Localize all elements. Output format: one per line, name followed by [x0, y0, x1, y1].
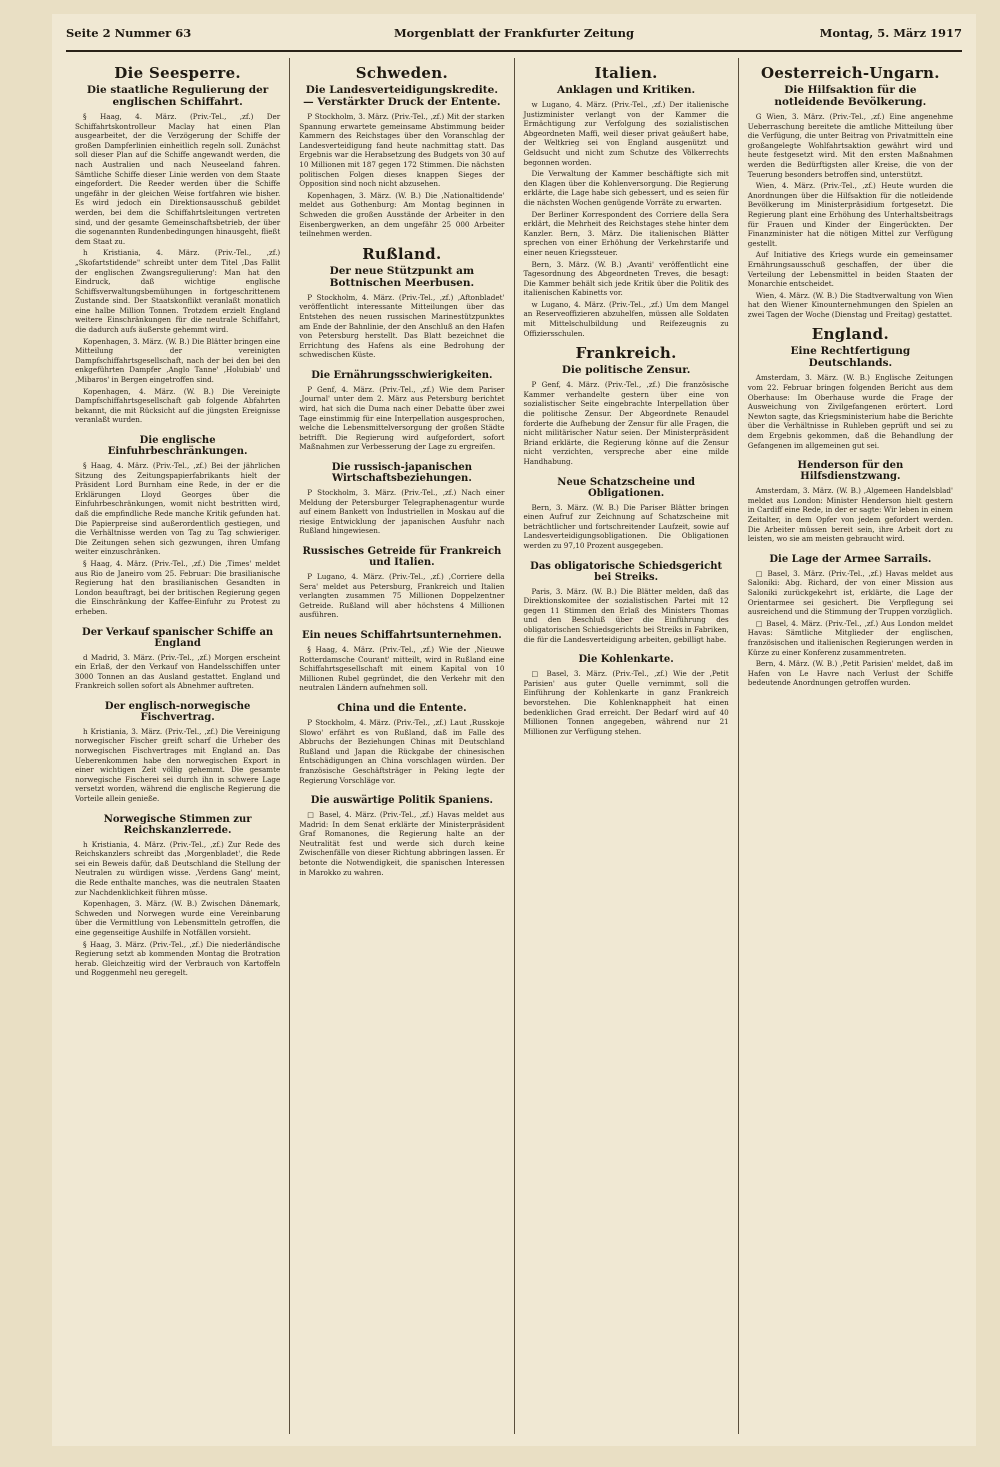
- masthead: [66, 22, 962, 52]
- article-paragraph: h Kristiania, 3. März. (Priv.-Tel., ‚zf.) Die Vereinigung norwegischer Fischer greift scharf die Urheber des norwegischen Fischvertrages mit England an. Das Ueberenkommen habe den norwegischen Export in einer wichtigen Zeit völlig gehemmt. Die gesamte norwegische Fischerei sei durch ihn in schwere Lage versetzt worden, während die englische Regierung die Vorteile allein genieße.: [75, 726, 281, 804]
- section-subtitle: Die Landesverteidigungskredite. — Verstärkter Druck der Entente.: [303, 84, 501, 108]
- section-title: Italien.: [594, 64, 658, 82]
- section-title: Rußland.: [362, 244, 442, 263]
- article-paragraph: § Haag, 4. März. (Priv.-Tel., ‚zf.) Der Schiffahrtskontrolleur Maclay hat einen Plan ausgearbeitet, der die Verzögerung der Schiffe der großen Dampferlinien einheitlich regeln soll. Zunächst soll dieser Plan auf die Schiffe angewandt werden, die nach Australien und nach Neuseeland fahren. Sämtliche Schiffe dieser Linie werden von dem Staate eingefordert. Die Reeder werden über die Schiffe ungefähr in der gleichen Weise fortfahren wie bisher. Es wird jedoch ein Direktionsausschuß gebildet werden, bei dem die Schiffahrtsleitungen vertreten sind, und der gesamte Gemeinschaftsbetrieb, der über die sogenannten Rundenbedingungen hinausgeht, fließt dem Staat zu.: [75, 112, 281, 246]
- column-3: [515, 58, 739, 1434]
- article-paragraph: □ Basel, 4. März. (Priv.-Tel., ‚zf.) Havas meldet aus Madrid: In dem Senat erklärte der Ministerpräsident Graf Romanones, die Regierung halte an der Neutralität fest und werde sich durch keine Zwischenfälle von dieser Richtung abbringen lassen. Er betonte die Notwendigkeit, die spanischen Interessen in Marokko zu wahren.: [299, 810, 505, 877]
- article-headline: Die russisch-japanischen Wirtschaftsbeziehungen.: [331, 462, 473, 485]
- article-headline: Die englische Einfuhrbeschränkungen.: [107, 435, 248, 457]
- article-headline: China und die Entente.: [337, 702, 467, 714]
- article-paragraph: Der Berliner Korrespondent des Corriere della Sera erklärt, die Mehrheit des Reichstages stehe hinter dem Kanzler. Bern, 3. März. Die italienischen Blätter sprechen von einer Erhöhung der Verkehrstarife und einer neuen Kriegssteuer.: [523, 209, 729, 257]
- section-subtitle: Anklagen und Kritiken.: [557, 84, 696, 96]
- page-number: Seite 2 Nummer 63: [66, 26, 192, 40]
- article-paragraph: Kopenhagen, 4. März. (W. B.) Die Vereinigte Dampfschiffahrtsgesellschaft gab folgende Abfahrten bekannt, die mit Rücksicht auf die jüngsten Ereignisse veranlaßt wurden.: [75, 386, 281, 425]
- article-paragraph: Die Verwaltung der Kammer beschäftigte sich mit den Klagen über die Kohlenversorgung. Die Regierung erklärte, die Lage habe sich gebessert, und es seien für die nächsten Wochen genügende Vorräte zu erwarten.: [523, 169, 729, 207]
- article-headline: Das obligatorische Schiedsgericht bei Streiks.: [530, 560, 723, 583]
- article-headline: Die Ernährungsschwierigkeiten.: [311, 369, 493, 381]
- article-headline: Henderson für den Hilfsdienstzwang.: [797, 460, 904, 483]
- article-paragraph: Paris, 3. März. (W. B.) Die Blätter melden, daß das Direktionskomitee der sozialistischen Partei mit 12 gegen 11 Stimmen den Erlaß des Ministers Thomas und den Beschluß über die Einführung des obligatorischen Schiedsgerichts bei Streiks in Fabriken, die für die Landesverteidigung arbeiten, gebilligt habe.: [523, 586, 729, 644]
- article-paragraph: Amsterdam, 3. März. (W. B.) ‚Algemeen Handelsblad' meldet aus London: Minister Henderson hielt gestern in Cardiff eine Rede, in der er sagte: Wir leben in einem Zeitalter, in dem Opfer von jedem gefordert werden. Die Arbeiter müssen bereit sein, ihre Arbeit dort zu leisten, wo sie am meisten gebraucht wird.: [747, 486, 953, 544]
- article-paragraph: h Kristiania, 4. März. (Priv.-Tel., ‚zf.) Zur Rede des Reichskanzlers schreibt das ‚Morgenbladet', die Rede sei ein Beweis dafür, daß Deutschland die Stellung der Neutralen zu würdigen wisse. ‚Verdens Gang' meint, die Rede enthalte manches, was die neutralen Staaten zur Nachdenklichkeit führen müsse.: [75, 839, 281, 897]
- article-paragraph: Auf Initiative des Kriegs wurde ein gemeinsamer Ernährungsausschuß geschaffen, der über die Verteilung der Lebensmittel in beiden Staaten der Monarchie entscheidet.: [747, 250, 953, 289]
- article-paragraph: P Stockholm, 3. März. (Priv.-Tel., ‚zf.) Mit der starken Spannung erwartete gemeinsame Abstimmung beider Kammern des Reichstages über den Voranschlag der Landesverteidigung fand heute nachmittag statt. Das Ergebnis war die Herabsetzung des Budgets von 30 auf 10 Millionen mit 187 gegen 172 Stimmen. Die nächsten politischen Folgen dieses knappen Sieges der Opposition sind noch nicht abzusehen.: [299, 112, 505, 189]
- section-title: Die Seesperre.: [114, 64, 241, 82]
- article-headline: Russisches Getreide für Frankreich und Italien.: [302, 546, 502, 568]
- article-paragraph: Kopenhagen, 3. März. (W. B.) Die Blätter bringen eine Mitteilung der vereinigten Dampfschiffahrtsgesellschaft, nach der bei den bei den enkgeführten Dampfer ‚Anglo Tanne' ‚Holubiab' und ‚Mibaros' in Bergen eingetroffen sind.: [75, 336, 281, 385]
- section-subtitle: Eine Rechtfertigung Deutschlands.: [790, 345, 911, 370]
- article-headline: Die Kohlenkarte.: [578, 654, 674, 666]
- column-2: [290, 58, 514, 1434]
- article-paragraph: § Haag, 3. März. (Priv.-Tel., ‚zf.) Die niederländische Regierung setzt ab kommenden Montag die Brotration herab. Gleichzeitig wird der Verbrauch von Kartoffeln und Roggenmehl neu geregelt.: [75, 939, 281, 978]
- section-title: Schweden.: [355, 64, 448, 82]
- columns: [66, 58, 962, 1434]
- article-paragraph: d Madrid, 3. März. (Priv.-Tel., ‚zf.) Morgen erscheint ein Erlaß, der den Verkauf von Handelsschiffen unter 3000 Tonnen an das Ausland gestattet. England und Frankreich sollen sofort als Abnehmer auftreten.: [75, 652, 281, 691]
- article-headline: Die Lage der Armee Sarrails.: [769, 553, 932, 565]
- article-paragraph: w Lugano, 4. März. (Priv.-Tel., ‚zf.) Um dem Mangel an Reserveoffizieren abzuhelfen, müssen alle Soldaten mit Mittelschulbildung und Reifezeugnis zu Offiziersschulen.: [523, 299, 729, 338]
- article-headline: Der englisch-norwegische Fischvertrag.: [104, 700, 251, 723]
- article-paragraph: P Lugano, 4. März. (Priv.-Tel., ‚zf.) ‚Corriere della Sera' meldet aus Petersburg, Frankreich und Italien verlangten zusammen 75 Millionen Doppelzentner Getreide. Rußland will aber höchstens 4 Millionen ausführen.: [299, 572, 505, 620]
- article-paragraph: G Wien, 3. März. (Priv.-Tel., ‚zf.) Eine angenehme Ueberraschung bereitete die amtliche Mitteilung über die Verfügung, die unter Beitrag von Privatmitteln eine großangelegte Wohlfahrtsaktion gewährt wird und heute festgesetzt wird. Mit den ersten Maßnahmen werden die Bedürftigsten aller Kreise, die von der Teuerung besonders betroffen sind, unterstützt.: [747, 112, 953, 179]
- article-paragraph: Bern, 4. März. (W. B.) ‚Petit Parisien' meldet, daß im Hafen von Le Havre nach Verlust der Schiffe bedeutende Anordnungen getroffen wurden.: [747, 659, 953, 688]
- article-paragraph: Bern, 3. März. (W. B.) Die Pariser Blätter bringen einen Aufruf zur Zeichnung auf Schatzscheine mit beträchtlicher und fortschreitender Laufzeit, sowie auf Landesverteidigungsobligationen. Die Obligationen werden zu 97,10 Prozent ausgegeben.: [523, 502, 729, 550]
- article-paragraph: □ Basel, 4. März. (Priv.-Tel., ‚zf.) Aus London meldet Havas: Sämtliche Mitglieder der englischen, französischen und italienischen Regierungen werden in Kürze zu einer Konferenz zusammentreten.: [747, 618, 953, 657]
- newspaper-title: Morgenblatt der Frankfurter Zeitung: [393, 26, 635, 40]
- section-subtitle: Die politische Zensur.: [561, 364, 691, 377]
- article-paragraph: § Haag, 4. März. (Priv.-Tel., ‚zf.) Wie der ‚Nieuwe Rotterdamsche Courant' mitteilt, wird in Rußland eine Schiffahrtsgesellschaft mit einem Kapital von 10 Millionen Rubel gegründet, die den Verkehr mit den neutralen Ländern aufnehmen soll.: [299, 644, 505, 693]
- section-subtitle: Die staatliche Regulierung der englischen Schiffahrt.: [86, 84, 269, 108]
- section-title: Frankreich.: [575, 344, 677, 363]
- article-headline: Der Verkauf spanischer Schiffe an England: [82, 626, 274, 649]
- article-paragraph: § Haag, 4. März. (Priv.-Tel., ‚zf.) Bei der jährlichen Sitzung des Zeitungspapierfabrikants hielt der Präsident Lord Burnham eine Rede, in der er die Erklärungen Lloyd Georges über die Einfuhrbeschränkungen, womit nicht bestritten wird, daß die empfindliche Rede manche Kritik gefunden hat. Die Papierpreise sind außerordentlich gestiegen, und die Verhältnisse werden von Tag zu Tag schwieriger. Die Zeitungen sehen sich gezwungen, ihren Umfang weiter einzuschränken.: [75, 461, 281, 557]
- article-paragraph: □ Basel, 3. März. (Priv.-Tel., ‚zf.) Havas meldet aus Saloniki: Abg. Richard, der von einer Mission aus Saloniki zurückgekehrt ist, erklärte, die Lage der Orientarmee sei gesichert. Die Verpflegung sei ausreichend und die Stimmung der Truppen vorzüglich.: [747, 568, 953, 617]
- newspaper-page: [52, 14, 976, 1446]
- section-subtitle: Der neue Stützpunkt am Bottnischen Meerbusen.: [329, 264, 475, 289]
- article-headline: Neue Schatzscheine und Obligationen.: [557, 476, 696, 499]
- article-paragraph: P Genf, 4. März. (Priv.-Tel., ‚zf.) Wie dem Pariser ‚Journal' unter dem 2. März aus Petersburg berichtet wird, hat sich die Duma nach einer Debatte über zwei Tage einstimmig für eine Interpellation ausgesprochen, welche die Lebensmittelversorgung der großen Städte betrifft. Die Regierung wird aufgefordert, sofort Maßnahmen zur Verbesserung der Lage zu ergreifen.: [299, 384, 505, 452]
- article-paragraph: P Stockholm, 4. März. (Priv.-Tel., ‚zf.) Laut ‚Russkoje Slowo' erfährt es von Rußland, daß im Falle des Abbruchs der Beziehungen Chinas mit Deutschland Rußland und Japan die Rückgabe der chinesischen Entschädigungen an China vorschlagen würden. Der französische Geschäftsträger in Peking legte der Regierung Vorschläge vor.: [299, 717, 505, 785]
- article-paragraph: Amsterdam, 3. März. (W. B.) Englische Zeitungen vom 22. Februar bringen folgenden Bericht aus dem Oberhause: Im Oberhause wurde die Frage der Ausweichung von Zivilgefangenen erörtert. Lord Newton sagte, das Kriegsministerium habe die Berichte über die Verhältnisse in Ruhleben geprüft und sei zu dem Ergebnis gekommen, daß die Behandlung der Gefangenen im allgemeinen gut sei.: [747, 373, 953, 450]
- section-title: Oesterreich-Ungarn.: [760, 64, 940, 82]
- article-headline: Die auswärtige Politik Spaniens.: [310, 795, 493, 807]
- section-subtitle: Die Hilfsaktion für die notleidende Bevölkerung.: [774, 84, 927, 108]
- article-paragraph: Wien, 4. März. (W. B.) Die Stadtverwaltung von Wien hat den Wiener Kinounternehmungen den Spielen an zwei Tagen der Woche (Dienstag und Freitag) gestattet.: [747, 290, 953, 319]
- article-paragraph: P Genf, 4. März. (Priv.-Tel., ‚zf.) Die französische Kammer verhandelte gestern über eine von sozialistischer Seite eingebrachte Interpellation über die politische Zensur. Der Abgeordnete Renaudel forderte die Aufhebung der Zensur für alle Fragen, die nicht militärischer Natur seien. Der Ministerpräsident Briand erklärte, die Regierung könne auf die Zensur nicht verzichten, verspreche aber eine milde Handhabung.: [523, 380, 729, 466]
- article-paragraph: □ Basel, 3. März. (Priv.-Tel., ‚zf.) Wie der ‚Petit Parisien' aus guter Quelle vernimmt, soll die Einführung der Kohlenkarte in ganz Frankreich bevorstehen. Die Kohlenknappheit hat einen bedenklichen Grad erreicht. Der Bedarf wird auf 40 Millionen Tonnen angegeben, während nur 21 Millionen zur Verfügung stehen.: [523, 669, 729, 736]
- article-paragraph: Kopenhagen, 3. März. (W. B.) Zwischen Dänemark, Schweden und Norwegen wurde eine Vereinbarung über die Vermittlung von Lebensmitteln getroffen, die eine gegenseitige Aushilfe in Notfällen vorsieht.: [75, 899, 281, 937]
- section-title: England.: [811, 325, 889, 344]
- article-paragraph: P Stockholm, 4. März. (Priv.-Tel., ‚zf.) ‚Aftonbladet' veröffentlicht interessante Mitteilungen über das Entstehen des neuen russischen Marinestützpunktes am Ende der Bahnlinie, der den Anschluß an den Hafen von Petersburg herstellt. Das Blatt bezeichnet die Errichtung des Hafens als eine Bedrohung der schwedischen Küste.: [299, 292, 505, 360]
- article-paragraph: Bern, 3. März. (W. B.) ‚Avanti' veröffentlicht eine Tagesordnung des Abgeordneten Treves, die besagt: Die Kammer behält sich jede Kritik über die Politik des italienischen Kabinetts vor.: [523, 259, 729, 298]
- column-4: [739, 58, 962, 1434]
- article-paragraph: w Lugano, 4. März. (Priv.-Tel., ‚zf.) Der italienische Justizminister verlangt von der Kammer die Ermächtigung zur Verfolgung des sozialistischen Abgeordneten Maffi, weil dieser privat geäußert habe, der Weltkrieg sei von England ausgenützt und Geldsucht und nicht zum Schutze des Völkerrechts begonnen worden.: [523, 100, 729, 167]
- article-headline: Ein neues Schiffahrtsunternehmen.: [301, 629, 502, 641]
- article-paragraph: Kopenhagen, 3. März. (W. B.) Die ‚Nationaltidende' meldet aus Gothenburg: Am Montag beginnen in Schweden die großen Ausstände der Arbeiter in den Eisenbergwerken, an dem ungefähr 25 000 Arbeiter teilnehmen werden.: [299, 190, 505, 239]
- article-paragraph: h Kristiania, 4. März. (Priv.-Tel., ‚zf.) „Skofartstidende" schreibt unter dem Titel ‚Das Fallit der englischen Zwangsregulierung': Man hat den Eindruck, daß wichtige englische Schiffsverwaltungsbemühungen in fortgeschrittenem Zustande sind. Der Staatskonflikt veranlaßt monatlich eine halbe Million Tonnen. Trotzdem erzielt England weitere Einschränkungen für die neutrale Schiffahrt, die dadurch aufs äußerste gehemmt wird.: [75, 248, 281, 335]
- issue-date: Montag, 5. März 1917: [819, 26, 962, 40]
- article-paragraph: P Stockholm, 3. März. (Priv.-Tel., ‚zf.) Nach einer Meldung der Petersburger Telegraphenagentur wurde auf einem Bankett von Industriellen in Moskau auf die riesige Entwicklung der japanischen Ausfuhr nach Rußland hingewiesen.: [299, 488, 505, 536]
- article-paragraph: Wien, 4. März. (Priv.-Tel., ‚zf.) Heute wurden die Anordnungen über die Hilfsaktion für die notleidende Bevölkerung im Ministerpräsidium fortgesetzt. Die Regierung plant eine Erhöhung des Unterhaltsbeitrags für Frauen und Kinder der Eingerückten. Der Finanzminister hat die nötigen Mittel zur Verfügung gestellt.: [747, 181, 953, 248]
- article-paragraph: § Haag, 4. März. (Priv.-Tel., ‚zf.) Die ‚Times' meldet aus Rio de Janeiro vom 25. Februar: Die brasilianische Regierung hat den brasilianischen Gesandten in London beauftragt, bei der britischen Regierung gegen die Einschränkung der Kaffee-Einfuhr zu Protest zu erheben.: [75, 558, 281, 616]
- article-headline: Norwegische Stimmen zur Reichskanzlerrede.: [103, 813, 252, 836]
- column-1: [66, 58, 290, 1434]
